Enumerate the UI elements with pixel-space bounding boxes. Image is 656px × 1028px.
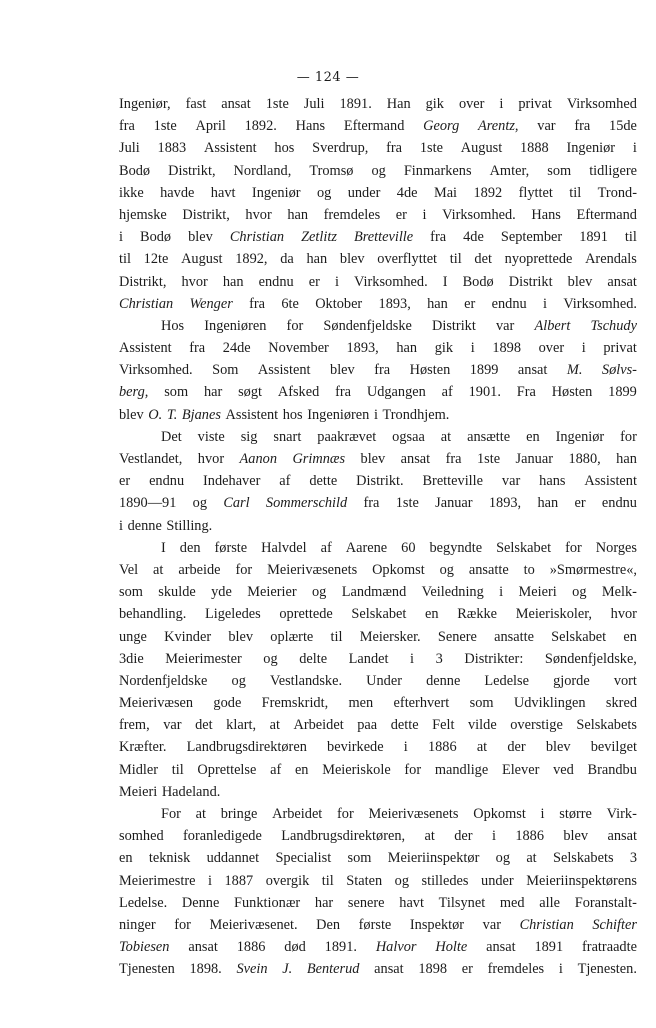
text-line: i denne Stilling. xyxy=(119,517,213,534)
text-line: Distrikt, hvor han endnu er i Virksomhed. I Bodø Distrikt blev ansat xyxy=(119,273,637,290)
text-line: Det viste sig snart paakrævet ogsaa at ansætte en Ingeniør for xyxy=(161,428,637,445)
text-line: frem, var det klart, at Arbeidet paa dette Felt vilde overstige Selskabets xyxy=(119,717,637,734)
text-line: Virksomhed. Som Assistent blev fra Høsten 1899 ansat M. Sølvs- xyxy=(119,362,637,379)
text-line: Tjenesten 1898. Svein J. Benterud ansat 1898 er fremdeles i Tjenesten. xyxy=(119,961,637,978)
text-line: Bodø Distrikt, Nordland, Tromsø og Finmarkens Amter, som tidligere xyxy=(119,162,637,179)
text-line: Vel at arbeide for Meierivæsenets Opkomst og ansatte to »Smørmestre«, xyxy=(119,561,637,578)
text-line: 1890—91 og Carl Sommerschild fra 1ste Januar 1893, han er endnu xyxy=(119,495,637,512)
text-line: Ingeniør, fast ansat 1ste Juli 1891. Han gik over i privat Virksomhed xyxy=(119,96,637,112)
text-line: Vestlandet, hvor Aanon Grimnæs blev ansat fra 1ste Januar 1880, han xyxy=(119,451,637,467)
text-line: som skulde yde Meierier og Landmænd Veiledning i Meieri og Melk- xyxy=(119,584,637,601)
text-line: Kræfter. Landbrugsdirektøren bevirkede i 1886 at der blev bevilget xyxy=(119,739,637,756)
text-line: Meierimestre i 1887 overgik til Staten og stilledes under Meieriinspektørens xyxy=(119,872,637,889)
text-line: berg, som har søgt Afsked fra Udgangen af 1901. Fra Høsten 1899 xyxy=(119,384,637,401)
body-text xyxy=(119,93,637,981)
text-line: unge Kvinder blev oplærte til Meiersker. Senere ansatte Selskabet en xyxy=(119,628,637,645)
text-line: Juli 1883 Assistent hos Sverdrup, fra 1ste August 1888 Ingeniør i xyxy=(119,140,637,157)
text-line: hjemske Distrikt, hvor han fremdeles er i Virksomhed. Hans Eftermand xyxy=(119,206,637,223)
text-line: behandling. Ligeledes oprettede Selskabet en Række Meieriskoler, hvor xyxy=(119,606,637,623)
text-line: I den første Halvdel af Aarene 60 begyndte Selskabet for Norges xyxy=(161,539,637,556)
text-line: Nordenfjeldske og Vestlandske. Under denne Ledelse gjorde vort xyxy=(119,672,637,689)
text-line: i Bodø blev Christian Zetlitz Bretteville fra 4de September 1891 til xyxy=(119,229,637,246)
text-line: somhed foranledigede Landbrugsdirektøren, at der i 1886 blev ansat xyxy=(119,828,637,845)
text-line: Ledelse. Denne Funktionær har senere havt Tilsynet med alle Foranstalt- xyxy=(119,894,637,911)
text-line: en teknisk uddannet Specialist som Meieriinspektør og at Selskabets 3 xyxy=(119,850,637,867)
text-line: Assistent fra 24de November 1893, han gik i 1898 over i privat xyxy=(119,340,637,357)
text-line: til 12te August 1892, da han blev overflyttet til det nyoprettede Arendals xyxy=(119,251,637,268)
text-line: 3die Meierimester og delte Landet i 3 Distrikter: Søndenfjeldske, xyxy=(119,650,637,667)
page-number: — 124 — xyxy=(296,70,360,85)
text-line: Meieri Hadeland. xyxy=(119,783,221,800)
text-line: Meierivæsen gode Fremskridt, men efterhvert som Udviklingen skred xyxy=(119,695,637,712)
text-line: Hos Ingeniøren for Søndenfjeldske Distrikt var Albert Tschudy xyxy=(161,317,637,334)
text-line: Midler til Oprettelse af en Meieriskole for mandlige Elever ved Brandbu xyxy=(119,761,637,778)
text-line: Tobiesen ansat 1886 død 1891. Halvor Holte ansat 1891 fratraadte xyxy=(119,939,637,956)
text-line: fra 1ste April 1892. Hans Eftermand Georg Arentz, var fra 15de xyxy=(119,118,637,135)
text-line: blev O. T. Bjanes Assistent hos Ingeniøren i Trondhjem. xyxy=(119,406,450,423)
text-line: Christian Wenger fra 6te Oktober 1893, han er endnu i Virksomhed. xyxy=(119,295,637,312)
text-line: er endnu Indehaver af dette Distrikt. Bretteville var hans Assistent xyxy=(119,473,637,490)
text-line: ninger for Meierivæsenet. Den første Inspektør var Christian Schifter xyxy=(119,916,637,933)
text-line: For at bringe Arbeidet for Meierivæsenets Opkomst i større Virk- xyxy=(161,806,637,822)
text-line: ikke havde havt Ingeniør og under 4de Mai 1892 flyttet til Trond- xyxy=(119,184,637,201)
